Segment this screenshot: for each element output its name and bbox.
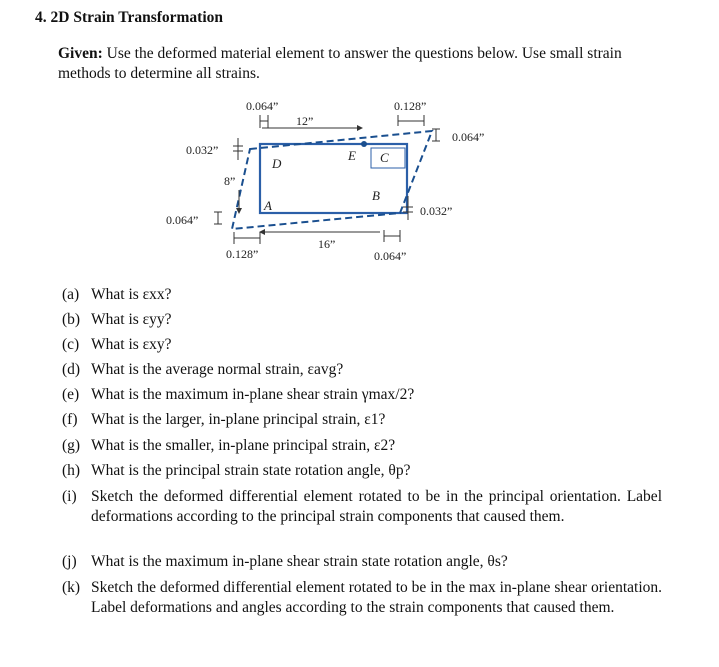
given-text: Use the deformed material element to answer the questions below. Use small strain methods to determine all strains. [58, 45, 622, 82]
question-h-label: (h) [62, 462, 81, 479]
question-i-label: (i) [62, 488, 77, 505]
question-d-text: What is the average normal strain, εavg? [91, 361, 344, 378]
question-d-label: (d) [62, 361, 81, 378]
question-g [62, 436, 662, 456]
question-b-text: What is εyy? [91, 311, 172, 328]
point-a-label: A [264, 198, 272, 213]
question-e [62, 385, 662, 405]
question-f [62, 410, 662, 430]
point-e-dot [361, 141, 367, 147]
bottom-left-dim-label: 0.128” [226, 247, 259, 261]
question-a [62, 285, 662, 305]
question-j-text: What is the maximum in-plane shear strain state rotation angle, θs? [91, 553, 508, 570]
question-j-label: (j) [62, 553, 77, 570]
top-span-label: 12” [296, 114, 314, 128]
question-i-text: Sketch the deformed differential element rotated to be in the principal orientation. Label deformations according to the principal strain components that caused them. [91, 488, 662, 525]
question-c-label: (c) [62, 336, 80, 353]
question-k-text: Sketch the deformed differential element rotated to be in the max in-plane shear orientation. Label deformations and angles according to the strain components that caused them. [91, 579, 662, 616]
right-lower-dim-label: 0.032” [420, 204, 453, 218]
question-j [62, 552, 662, 572]
question-e-text: What is the maximum in-plane shear strain γmax/2? [91, 386, 415, 403]
question-e-label: (e) [62, 386, 80, 403]
left-upper-dim-label: 0.032” [186, 143, 219, 157]
point-c-label: C [380, 150, 389, 165]
question-f-text: What is the larger, in-plane principal strain, ε1? [91, 411, 386, 428]
question-g-label: (g) [62, 437, 81, 454]
top-left-dim-label: 0.064” [246, 99, 279, 113]
point-d-label: D [272, 156, 282, 171]
problem-heading: 4. 2D Strain Transformation [35, 9, 224, 26]
question-c [62, 335, 662, 355]
question-f-label: (f) [62, 411, 78, 428]
top-right-dim-label: 0.128” [394, 99, 427, 113]
question-c-text: What is εxy? [91, 336, 172, 353]
question-i [62, 487, 662, 526]
height-label: 8” [224, 174, 236, 188]
left-lower-dim-label: 0.064” [166, 213, 199, 227]
question-d [62, 360, 662, 380]
bottom-right-dim-label: 0.064” [374, 249, 407, 263]
right-upper-dim-label: 0.064” [452, 130, 485, 144]
deformed-element-figure [0, 0, 719, 290]
question-k [62, 578, 662, 617]
deformed-element-outline [232, 131, 432, 229]
question-h [62, 461, 662, 481]
bottom-span-label: 16” [318, 237, 336, 251]
question-g-text: What is the smaller, in-plane principal strain, ε2? [91, 437, 396, 454]
question-h-text: What is the principal strain state rotation angle, θp? [91, 462, 411, 479]
question-a-text: What is εxx? [91, 286, 172, 303]
question-a-label: (a) [62, 286, 80, 303]
given-label: Given: [58, 45, 103, 62]
point-b-label: B [372, 188, 380, 203]
question-k-label: (k) [62, 579, 81, 596]
question-b-label: (b) [62, 311, 81, 328]
point-e-label: E [348, 148, 356, 163]
question-b [62, 310, 662, 330]
